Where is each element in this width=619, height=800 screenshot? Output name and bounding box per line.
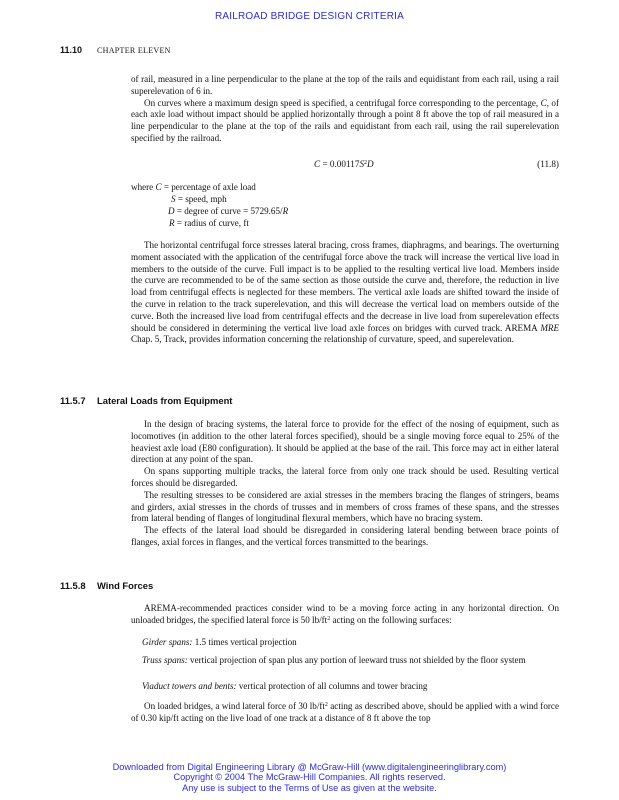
page-number: 11.10: [60, 45, 83, 55]
definition-row: R = radius of curve, ft: [169, 217, 249, 228]
definition-row: where C = percentage of axle load: [131, 182, 256, 192]
variable-definitions: [131, 182, 288, 230]
centrifugal-text: The horizontal centrifugal force stresses lateral bracing, cross frames, diaphragms, and bearings. The overturning moment associated with the application of the centrifugal force above the track will increase the vertical live load in members to the outside of the curve. Full impact is to be applied to the resulting vertical live load. Members inside the curve are recommended to be of the same section as those outside the curve and, therefore, the reduction in live load from centrifugal effects is neglected for these members. The vertical axle loads are shifted toward the inside of the curve in relation to the track superelevation, and this will decrease the vertical load on members outside of the curve. Both the increased live load from centrifugal effects and the decrease in live load from superelevation effects should be considered in determining the vertical live load axle forces on bridges with curved track. AREMA MRE Chap. 5, Track, provides information concerning the relationship of curvature, speed, and superelevation.: [131, 240, 559, 345]
wind-intro-text: [131, 603, 559, 627]
document-banner: RAILROAD BRIDGE DESIGN CRITERIA: [214, 11, 404, 22]
chapter-title: CHAPTER ELEVEN: [97, 46, 171, 55]
lateral-loads-text: [131, 419, 559, 549]
lateral-paragraph: On spans supporting multiple tracks, the lateral force from only one track should be used. Resulting vertical forces should be disregarded.: [131, 466, 559, 488]
definition-row: D = degree of curve = 5729.65/R: [168, 205, 289, 216]
section-heading-11-5-8: 11.5.8 Wind Forces: [60, 580, 154, 591]
equation-number: (11.8): [537, 159, 559, 169]
wind-paragraph-1: AREMA-recommended practices consider wind to be a moving force acting in any horizontal direction. On unloaded bridges, the specified lateral force is 50 $lb/ft^2$ acting on the following surfaces:: [131, 603, 559, 625]
equation-formula: $C = 0.00117S^2D$: [314, 159, 374, 169]
span-item-viaduct: Viaduct towers and bents: vertical protection of all columns and tower bracing: [142, 681, 428, 691]
wind-paragraph-2: On loaded bridges, a wind lateral force of 30 $lb/ft^2$ acting as described above, should be applied with a wind force of 0.30 kip/ft acting on the live load of one track at a distance of 8 ft above the top: [131, 701, 559, 723]
span-item-girder: Girder spans: 1.5 times vertical projection: [142, 637, 297, 647]
intro-text: [131, 74, 559, 145]
definition-row: S = speed, mph: [171, 193, 227, 204]
wind-loaded-text: [131, 701, 559, 725]
lateral-paragraph: In the design of bracing systems, the lateral force to provide for the effect of the nosing of equipment, such as locomotives (in addition to the other lateral forces specified), should be a single moving force equal to 25% of the heaviest axle load (E80 configuration). It should be applied at the base of the rail. This force may act in either lateral direction at any point of the span.: [131, 419, 559, 465]
intro-paragraph-2: On curves where a maximum design speed is specified, a centrifugal force corresponding to the percentage, C, of each axle load without impact should be applied horizontally through a point 8 ft above the top of rail measured in a line perpendicular to the plane at the top of the rails and equidistant from each rail, using the rail superelevation specified by the railroad.: [131, 97, 559, 143]
footer-notice: [0, 762, 619, 793]
section-heading-11-5-7: 11.5.7 Lateral Loads from Equipment: [60, 395, 233, 406]
footer-terms: Any use is subject to the Terms of Use as given at the website.: [182, 782, 437, 793]
lateral-paragraph: The resulting stresses to be considered are axial stresses in the members bracing the flanges of stringers, beams and girders, axial stresses in the chords of trusses and in members of cross frames of these spans, and the stresses from lateral bending of flanges of longitudinal flexural members, which have no bracing system.: [131, 489, 559, 524]
equation-11-8: [131, 159, 559, 171]
centrifugal-paragraph: [131, 240, 559, 346]
intro-paragraph-1: of rail, measured in a line perpendicular to the plane at the top of the rails and equidistant from each rail, using a rail superelevation of 6 in.: [131, 74, 559, 96]
span-item-truss: Truss spans: vertical projection of span plus any portion of leeward truss not shielded by the floor system: [142, 655, 526, 665]
footer-copyright: Copyright © 2004 The McGraw-Hill Companies. All rights reserved.: [173, 772, 446, 783]
footer-download-link[interactable]: Downloaded from Digital Engineering Library @ McGraw-Hill (www.digitalengineeringlibrary.com): [112, 762, 507, 772]
lateral-paragraph: The effects of the lateral load should be disregarded in considering lateral bending between brace points of flanges, axial forces in flanges, and the vertical forces transmitted to the bearings.: [131, 525, 559, 547]
